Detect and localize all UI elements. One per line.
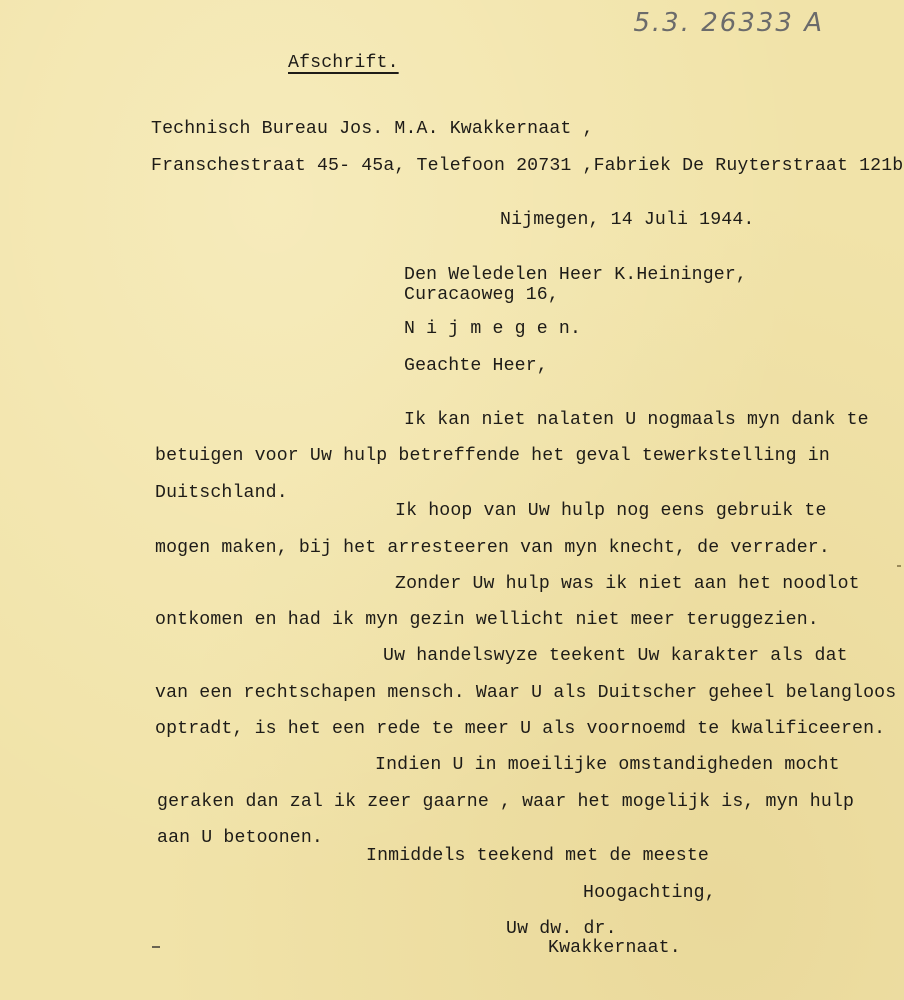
document-title: Afschrift. (288, 53, 399, 73)
body-line: geraken dan zal ik zeer gaarne , waar het mogelijk is, myn hulp (157, 792, 855, 812)
recipient-street: Curacaoweg 16, (404, 285, 559, 305)
body-line: van een rechtschapen mensch. Waar U als Duitscher geheel belangloos (155, 683, 897, 703)
recipient-name: Den Weledelen Heer K.Heininger, (404, 265, 747, 285)
body-line: mogen maken, bij het arresteeren van myn knecht, de verrader. (155, 538, 830, 558)
body-line: Ik kan niet nalaten U nogmaals myn dank te (404, 410, 869, 430)
body-line: Indien U in moeilijke omstandigheden mocht (375, 755, 840, 775)
letter-date: Nijmegen, 14 Juli 1944. (500, 210, 755, 230)
salutation: Geachte Heer, (404, 356, 548, 376)
body-line: ontkomen en had ik myn gezin wellicht niet meer teruggezien. (155, 610, 819, 630)
sender-name: Technisch Bureau Jos. M.A. Kwakkernaat , (151, 119, 594, 139)
sender-address: Franschestraat 45- 45a, Telefoon 20731 ,Fabriek De Ruyterstraat 121b (151, 156, 904, 176)
closing-phrase: Inmiddels teekend met de meeste (366, 846, 709, 866)
margin-mark (897, 565, 901, 567)
body-line: Zonder Uw hulp was ik niet aan het noodlot (395, 574, 860, 594)
archive-reference-number: 5.3. 26333 A (633, 8, 824, 38)
body-line: aan U betoonen. (157, 828, 323, 848)
recipient-city: N i j m e g e n. (404, 319, 582, 339)
body-line: Duitschland. (155, 483, 288, 503)
body-line: betuigen voor Uw hulp betreffende het geval tewerkstelling in (155, 446, 830, 466)
body-line: Uw handelswyze teekent Uw karakter als dat (383, 646, 848, 666)
signature-name: Kwakkernaat. (548, 938, 681, 958)
closing-greeting: Hoogachting, (583, 883, 716, 903)
body-line: optradt, is het een rede te meer U als voornoemd te kwalificeeren. (155, 719, 886, 739)
stray-ink-mark (152, 946, 160, 948)
body-line: Ik hoop van Uw hulp nog eens gebruik te (395, 501, 827, 521)
signoff: Uw dw. dr. (506, 919, 617, 939)
